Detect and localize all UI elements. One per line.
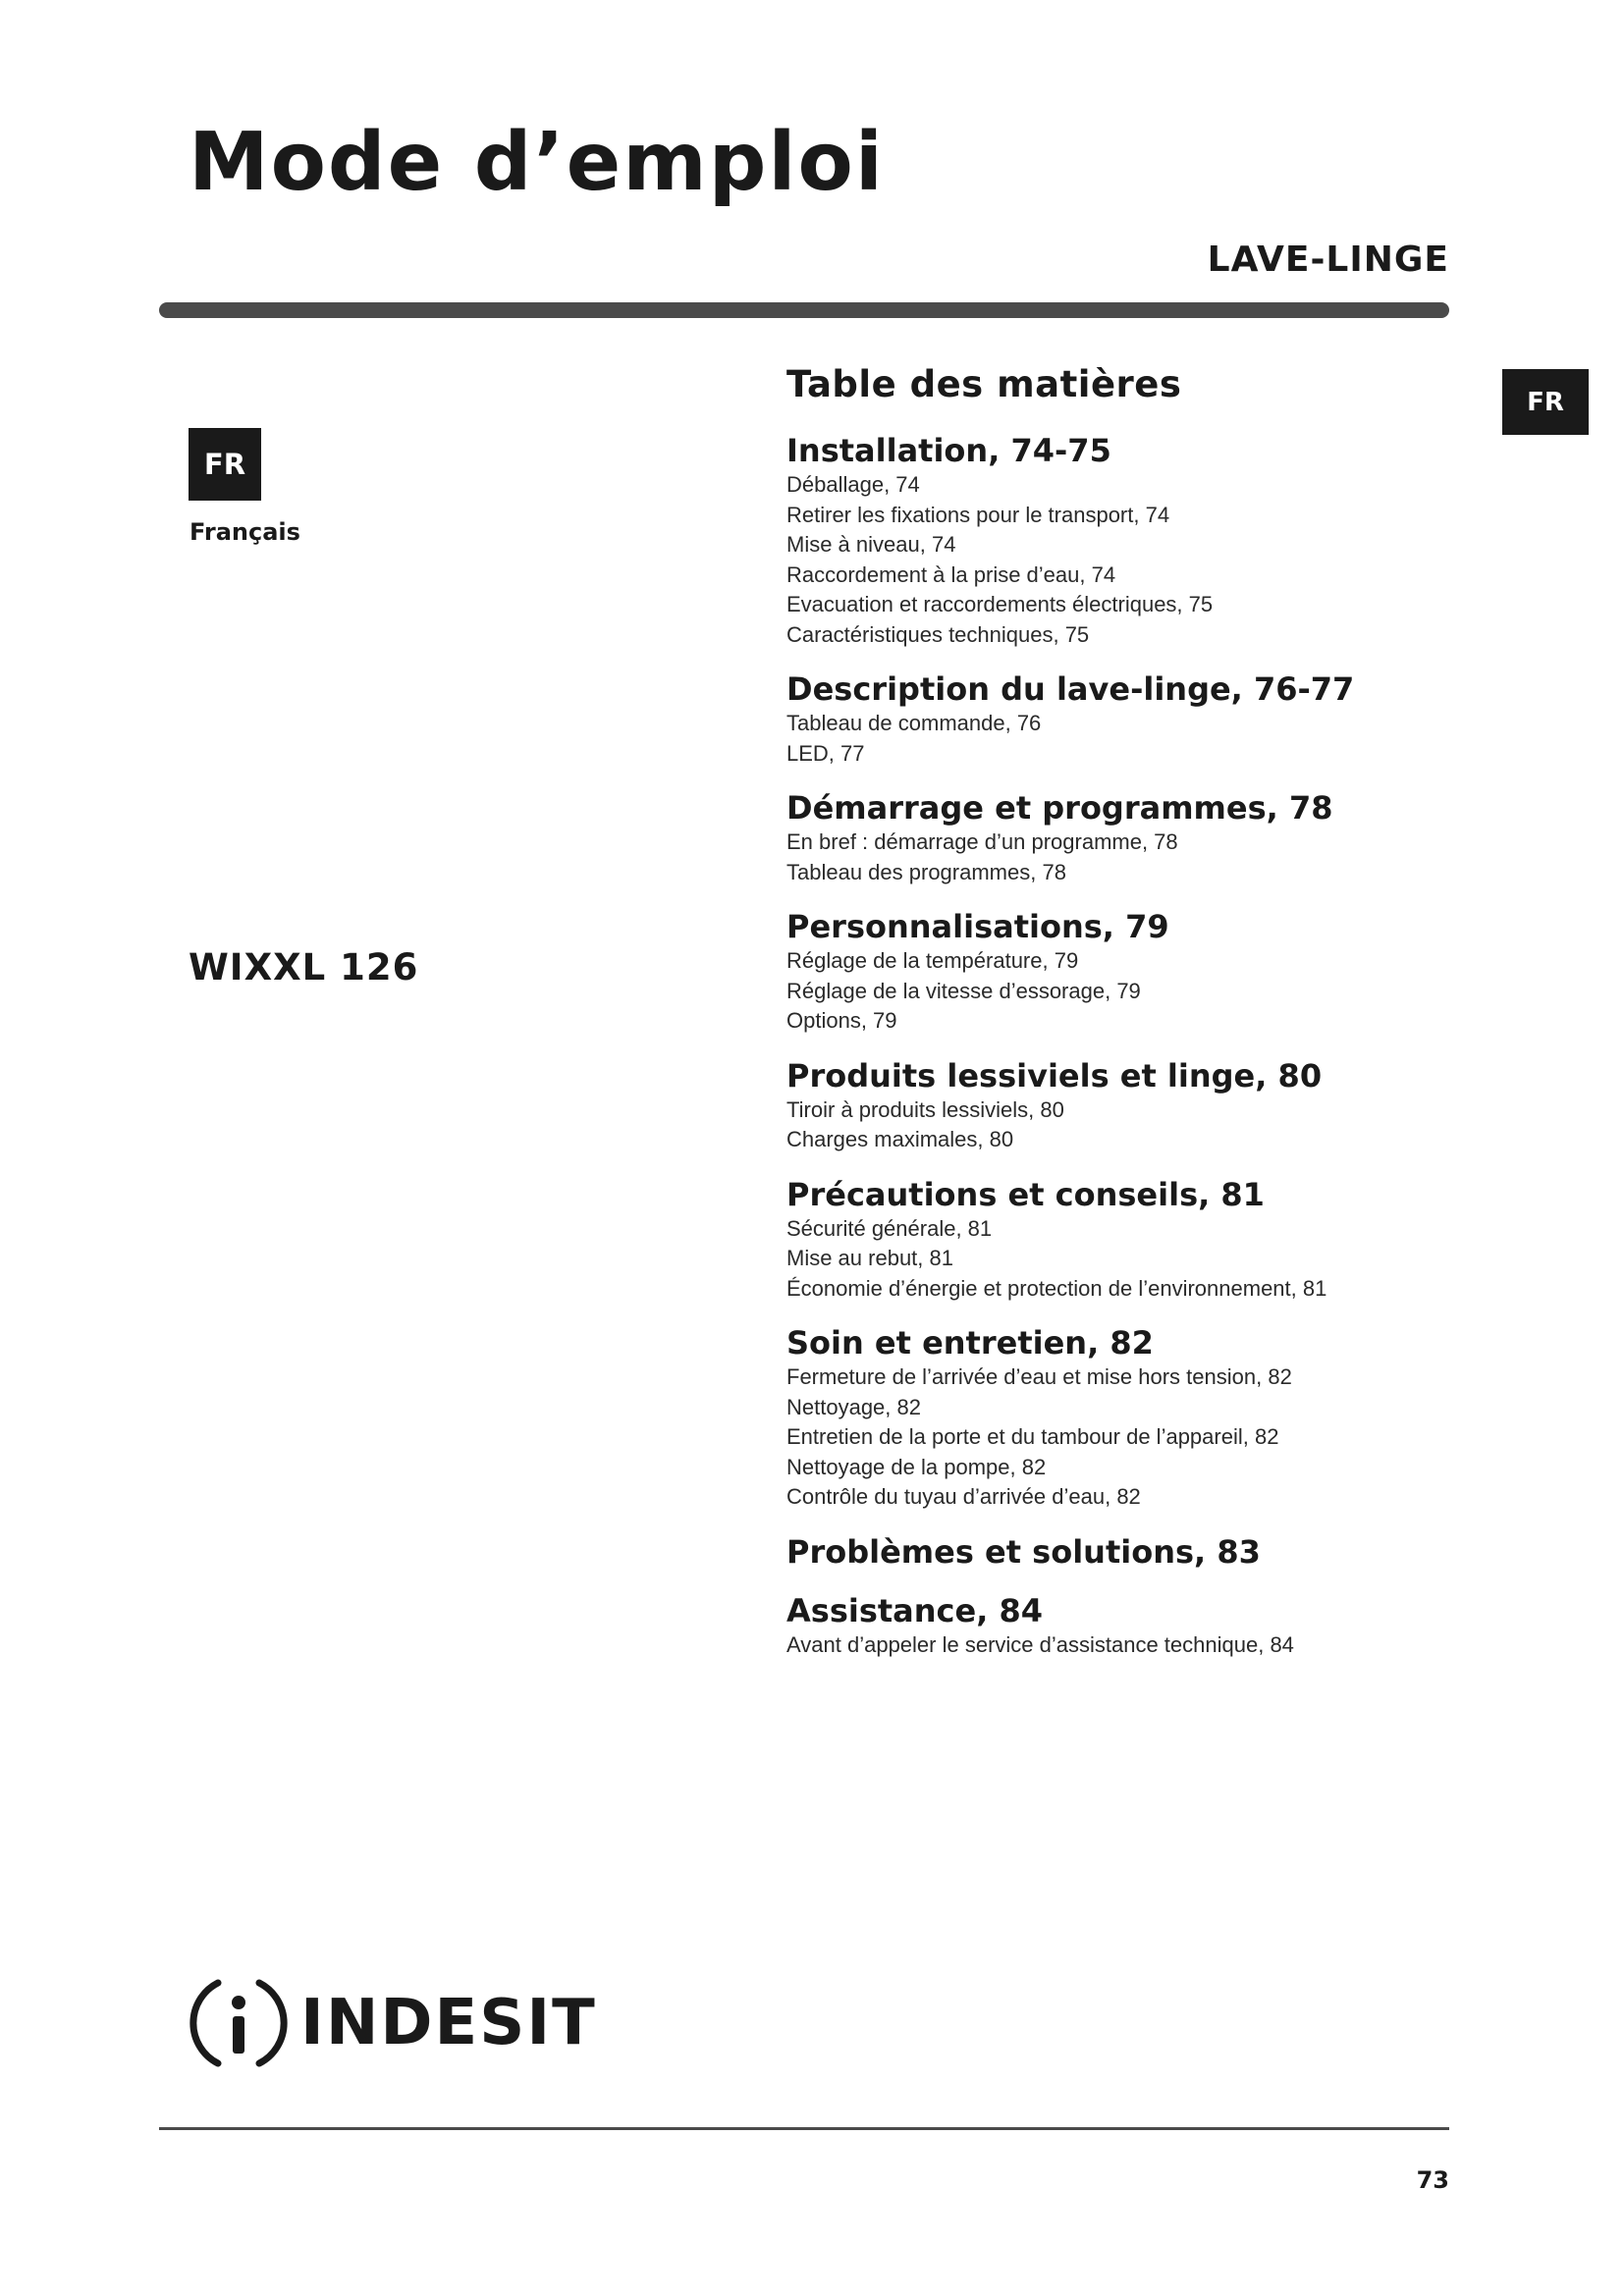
page-number: 73 xyxy=(1416,2166,1449,2194)
toc-section xyxy=(786,1591,1493,1661)
language-name: Français xyxy=(189,518,300,546)
toc-entry: Sécurité générale, 81 xyxy=(786,1215,993,1241)
toc-entry: Charges maximales, 80 xyxy=(786,1127,1014,1151)
brand-logo xyxy=(189,1973,597,2073)
toc-section xyxy=(786,1056,1493,1155)
toc-entry: Evacuation et raccordements électriques, 75 xyxy=(786,592,1214,616)
toc-section xyxy=(786,669,1493,769)
toc-entry: Économie d’énergie et protection de l’environnement, 81 xyxy=(786,1275,1327,1301)
language-badge: FR xyxy=(189,428,261,501)
toc-entry: LED, 77 xyxy=(786,740,865,766)
toc-section xyxy=(786,788,1493,887)
toc-entry: Retirer les fixations pour le transport, 74 xyxy=(786,502,1170,527)
toc-entry: Réglage de la vitesse d’essorage, 79 xyxy=(786,978,1141,1003)
language-side-tab: FR xyxy=(1502,369,1589,435)
toc-entry: Contrôle du tuyau d’arrivée d’eau, 82 xyxy=(786,1484,1141,1509)
toc-entry: Mise à niveau, 74 xyxy=(786,532,956,557)
toc-entry: Tableau des programmes, 78 xyxy=(786,859,1066,884)
toc-entry: Options, 79 xyxy=(786,1008,897,1033)
toc-section xyxy=(786,1532,1493,1572)
toc-entry: Réglage de la température, 79 xyxy=(786,948,1079,973)
toc-entry: Tiroir à produits lessiviels, 80 xyxy=(786,1096,1064,1122)
toc-section xyxy=(786,1323,1493,1513)
toc-section-title: Description du lave-linge, 76-77 xyxy=(786,670,1355,708)
toc-entry-list xyxy=(786,1095,1493,1155)
toc-entry-list xyxy=(786,1362,1493,1513)
toc-entry: Avant d’appeler le service d’assistance technique, 84 xyxy=(786,1631,1294,1657)
toc-section-title: Précautions et conseils, 81 xyxy=(786,1175,1265,1213)
indesit-logo-icon xyxy=(189,1973,289,2073)
toc-entry: Déballage, 74 xyxy=(786,472,920,497)
toc-section-title: Démarrage et programmes, 78 xyxy=(786,789,1333,827)
toc-entry-list xyxy=(786,828,1493,887)
brand-name: INDESIT xyxy=(300,1987,597,2059)
header-divider xyxy=(159,302,1449,318)
toc-section xyxy=(786,1175,1493,1305)
toc-section xyxy=(786,907,1493,1037)
toc-entry: Caractéristiques techniques, 75 xyxy=(786,621,1090,647)
toc-entry: Mise au rebut, 81 xyxy=(786,1246,953,1270)
toc-entry: Tableau de commande, 76 xyxy=(786,711,1042,735)
toc-entry: Nettoyage de la pompe, 82 xyxy=(786,1454,1047,1479)
toc-section-title: Assistance, 84 xyxy=(786,1591,1044,1629)
toc-section-title: Produits lessiviels et linge, 80 xyxy=(786,1056,1323,1095)
toc-entry-list xyxy=(786,1214,1493,1305)
footer-divider xyxy=(159,2127,1449,2130)
page-title: Mode d’emploi xyxy=(189,116,885,209)
toc-entry: Nettoyage, 82 xyxy=(786,1394,921,1419)
product-type: LAVE-LINGE xyxy=(1207,240,1449,280)
toc-section-title: Problèmes et solutions, 83 xyxy=(786,1532,1261,1571)
toc-section-title: Personnalisations, 79 xyxy=(786,908,1169,945)
toc-entry: Fermeture de l’arrivée d’eau et mise hors tension, 82 xyxy=(786,1364,1292,1389)
toc-section-title: Installation, 74-75 xyxy=(786,432,1111,469)
toc-entry-list xyxy=(786,470,1493,650)
toc-section-title: Soin et entretien, 82 xyxy=(786,1324,1154,1362)
toc-entry: Raccordement à la prise d’eau, 74 xyxy=(786,561,1116,587)
model-number: WIXXL 126 xyxy=(189,946,419,988)
toc-entry: Entretien de la porte et du tambour de l’appareil, 82 xyxy=(786,1424,1279,1449)
toc-entry-list xyxy=(786,709,1493,769)
toc-entry-list xyxy=(786,1630,1493,1661)
toc-entry: En bref : démarrage d’un programme, 78 xyxy=(786,829,1178,854)
toc-entry-list xyxy=(786,946,1493,1037)
toc-title: Table des matières xyxy=(786,363,1182,405)
toc-section xyxy=(786,431,1493,650)
toc-sections xyxy=(786,431,1493,1660)
table-of-contents xyxy=(786,363,1493,1680)
